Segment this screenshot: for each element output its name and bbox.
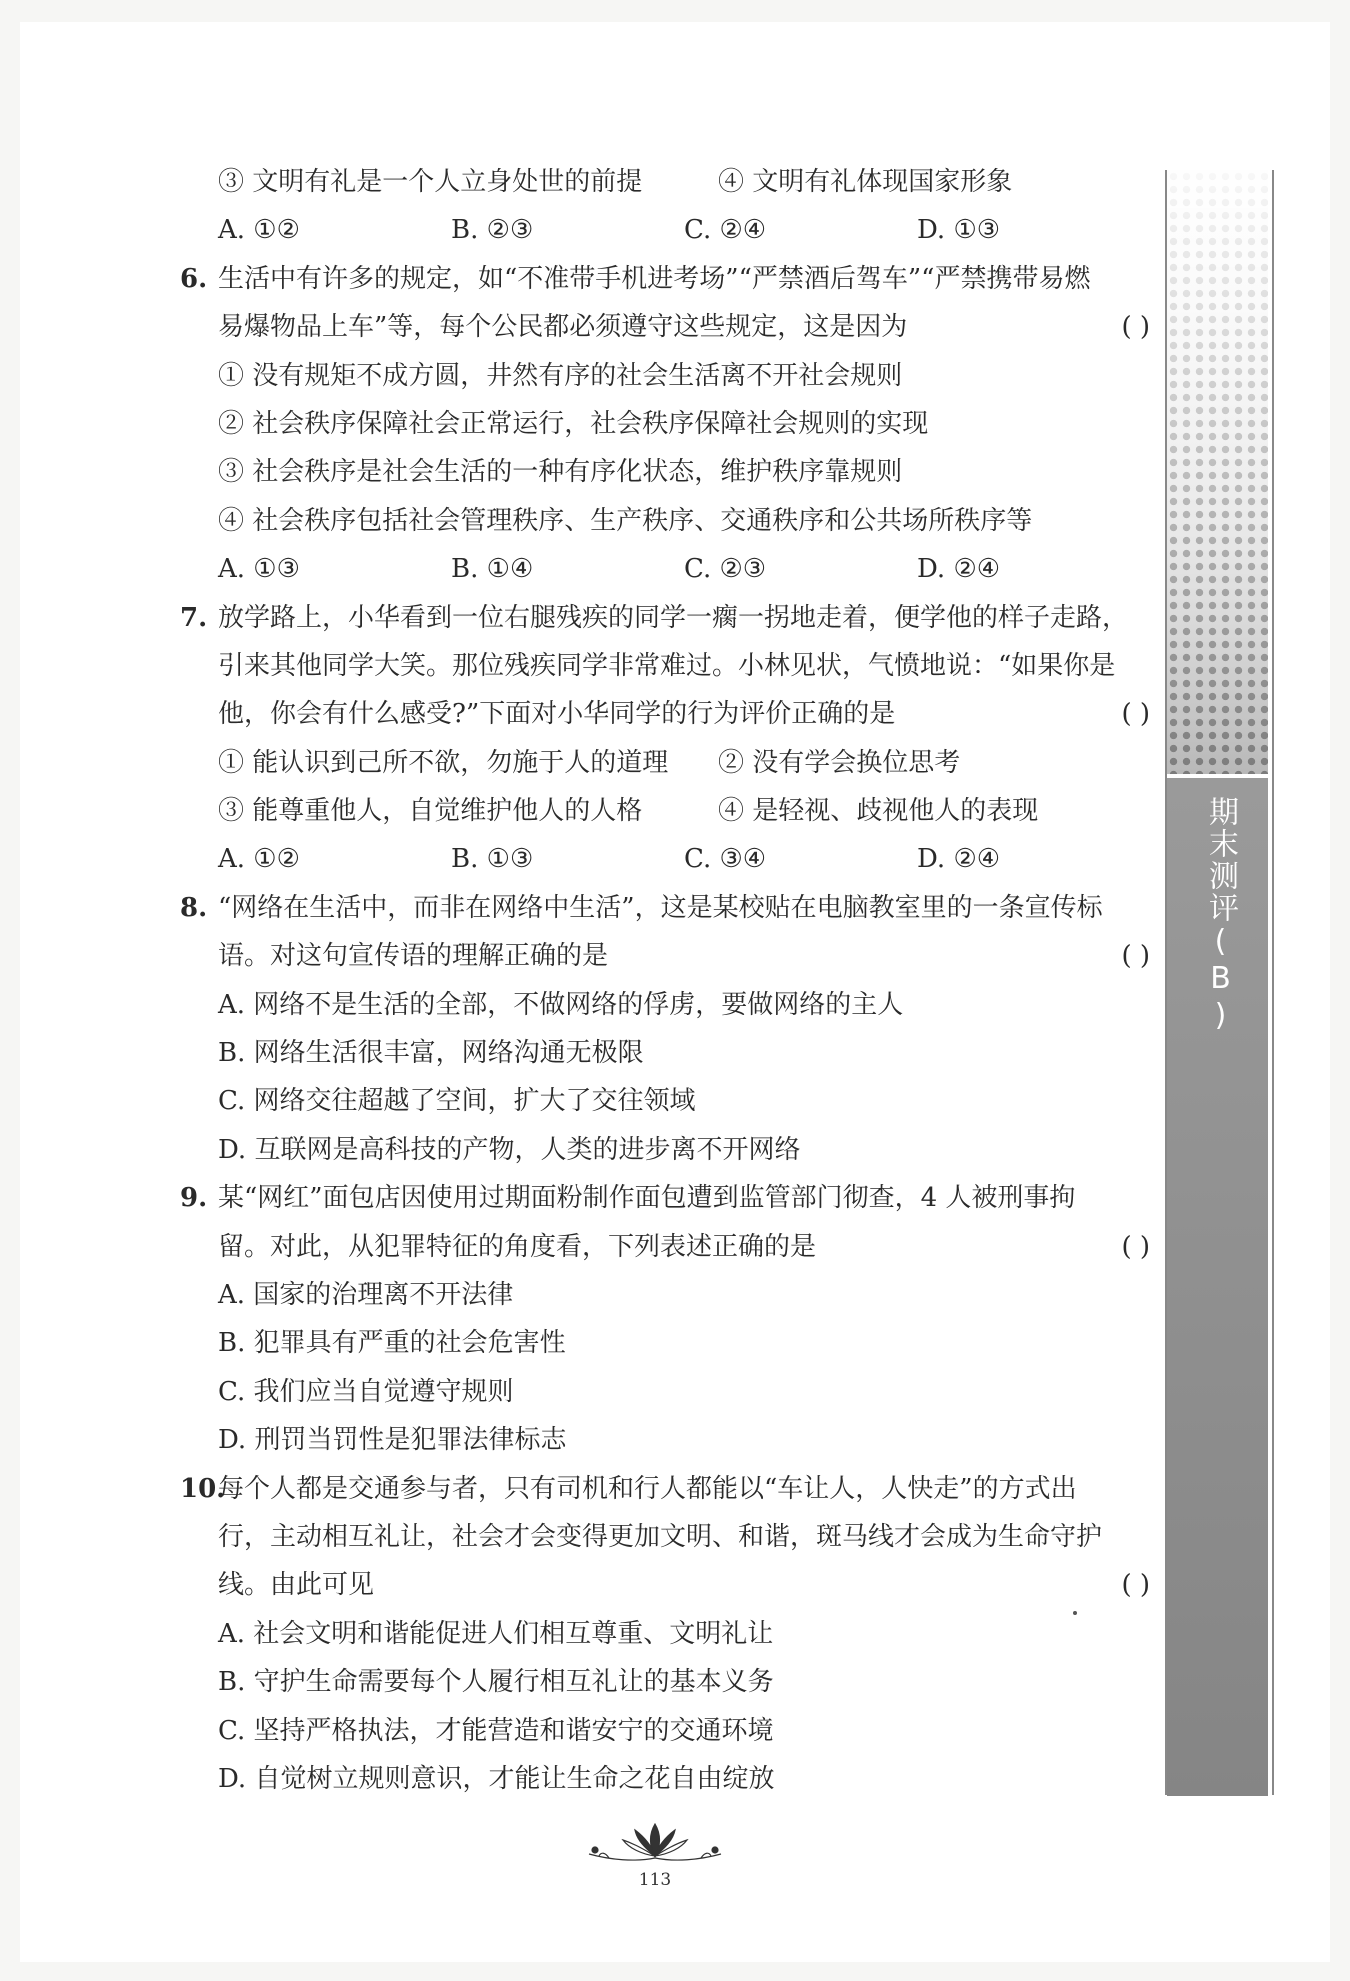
q7-statements-row-1: [180, 739, 1150, 787]
q8-option-a: A. 网络不是生活的全部，不做网络的俘虏，要做网络的主人: [218, 989, 904, 1020]
q7-stmt-4: ④ 是轻视、歧视他人的表现: [718, 796, 1039, 827]
q6-stmt-1: ① 没有规矩不成方圆，井然有序的社会生活离不开社会规则: [218, 360, 903, 391]
q7-choice-d: D. ②④: [917, 844, 1001, 875]
q6-stem-line-1: [180, 255, 1150, 303]
q10-number: 10.: [180, 1473, 226, 1504]
q10-stem-line-1: [180, 1465, 1150, 1513]
q6-stmt-4: ④ 社会秩序包括社会管理秩序、生产秩序、交通秩序和公共场所秩序等: [218, 505, 1033, 536]
q5-choices: [180, 206, 1150, 254]
q10-stem-text-3: 线。由此可见: [218, 1570, 375, 1601]
q9-option-b: B. 犯罪具有严重的社会危害性: [218, 1328, 566, 1359]
q10-option-d: D. 自觉树立规则意识，才能让生命之花自由绽放: [218, 1763, 775, 1794]
q7-stmt-2: ② 没有学会换位思考: [718, 747, 961, 778]
q7-stem-line-2: 引来其他同学大笑。那位残疾同学非常难过。小林见状，气愤地说：“如果你是: [218, 650, 1116, 681]
q7-stem-text-1: 放学路上，小华看到一位右腿残疾的同学一瘸一拐地走着，便学他的样子走路，: [218, 602, 1129, 633]
q8-option-b: B. 网络生活很丰富，网络沟通无极限: [218, 1038, 644, 1069]
q7-number: 7.: [180, 602, 208, 633]
stray-dot-mark: [1073, 1611, 1077, 1615]
q6-stem-text-2: 易爆物品上车”等，每个公民都必须遵守这些规定，这是因为: [218, 312, 908, 343]
q10-stem-line-2: 行，主动相互礼让，社会才会变得更加文明、和谐，斑马线才会成为生命守护: [218, 1521, 1103, 1552]
q10-option-a: A. 社会文明和谐能促进人们相互尊重、文明礼让: [218, 1618, 774, 1649]
q8-number: 8.: [180, 892, 208, 923]
q5-stmt-3: ③ 文明有礼是一个人立身处世的前提: [218, 167, 643, 197]
q7-choice-c: C. ③④: [684, 844, 767, 875]
q9-option-a: A. 国家的治理离不开法律: [218, 1279, 514, 1310]
q5-choice-a: A. ①②: [218, 215, 300, 246]
q5-stmt-4: ④ 文明有礼体现国家形象: [718, 167, 1013, 197]
footer-flourish-icon: [575, 1818, 735, 1874]
q6-answer-blank: ( ): [1121, 312, 1150, 343]
q7-stem-line-3: [180, 690, 1150, 738]
q7-choices: [180, 835, 1150, 883]
q7-stem-text-3: 他，你会有什么感受?”下面对小华同学的行为评价正确的是: [218, 699, 896, 730]
q6-stem-text-1: 生活中有许多的规定，如“不准带手机进考场”“严禁酒后驾车”“严禁携带易燃: [218, 263, 1091, 294]
q5-choice-b: B. ②③: [451, 215, 534, 246]
q8-stem-line-1: [180, 884, 1150, 932]
q10-option-c: C. 坚持严格执法，才能营造和谐安宁的交通环境: [218, 1715, 774, 1746]
q5-choice-d: D. ①③: [917, 215, 1001, 246]
q8-stem-text-2: 语。对这句宣传语的理解正确的是: [218, 941, 609, 972]
q7-statements-row-2: [180, 787, 1150, 835]
side-tab-title: 期末测评(B): [1203, 796, 1238, 1035]
side-dot-pattern: [1167, 170, 1268, 774]
q9-number: 9.: [180, 1183, 208, 1214]
q9-option-d: D. 刑罚当罚性是犯罪法律标志: [218, 1425, 567, 1456]
page-number: 113: [638, 1870, 672, 1890]
q7-stem-line-1: [180, 594, 1150, 642]
question-content: [180, 158, 1150, 1803]
q9-stem-line-1: [180, 1174, 1150, 1222]
q7-answer-blank: ( ): [1121, 699, 1150, 730]
q9-answer-blank: ( ): [1121, 1231, 1150, 1262]
q10-stem-line-3: [180, 1561, 1150, 1609]
q6-choice-b: B. ①④: [451, 554, 534, 585]
q10-stem-text-1: 每个人都是交通参与者，只有司机和行人都能以“车让人，人快走”的方式出: [218, 1473, 1077, 1504]
q6-stem-line-2: [180, 303, 1150, 351]
q7-stmt-3: ③ 能尊重他人，自觉维护他人的人格: [218, 796, 643, 827]
q9-stem-text-2: 留。对此，从犯罪特征的角度看，下列表述正确的是: [218, 1231, 817, 1262]
q6-stmt-2: ② 社会秩序保障社会正常运行，社会秩序保障社会规则的实现: [218, 408, 929, 439]
q10-answer-blank: ( ): [1121, 1570, 1150, 1601]
q7-choice-a: A. ①②: [218, 844, 300, 875]
q8-stem-line-2: [180, 932, 1150, 980]
q8-answer-blank: ( ): [1121, 941, 1150, 972]
q6-choices: [180, 545, 1150, 593]
q10-option-b: B. 守护生命需要每个人履行相互礼让的基本义务: [218, 1667, 774, 1698]
q9-stem-line-2: [180, 1223, 1150, 1271]
q7-choice-b: B. ①③: [451, 844, 534, 875]
q5-statements-row: [180, 158, 1150, 206]
q6-choice-c: C. ②③: [684, 554, 767, 585]
q6-choice-d: D. ②④: [917, 554, 1001, 585]
q5-choice-c: C. ②④: [684, 215, 767, 246]
q8-option-d: D. 互联网是高科技的产物，人类的进步离不开网络: [218, 1134, 801, 1165]
q9-option-c: C. 我们应当自觉遵守规则: [218, 1376, 514, 1407]
q6-choice-a: A. ①③: [218, 554, 300, 585]
q8-option-c: C. 网络交往超越了空间，扩大了交往领域: [218, 1086, 696, 1117]
q9-stem-text-1: 某“网红”面包店因使用过期面粉制作面包遭到监管部门彻查，4 人被刑事拘: [218, 1183, 1076, 1214]
q8-stem-text-1: “网络在生活中，而非在网络中生活”，这是某校贴在电脑教室里的一条宣传标: [218, 892, 1103, 923]
q7-stmt-1: ① 能认识到己所不欲，勿施于人的道理: [218, 747, 669, 778]
q6-stmt-3: ③ 社会秩序是社会生活的一种有序化状态，维护秩序靠规则: [218, 457, 903, 488]
q6-number: 6.: [180, 263, 208, 294]
